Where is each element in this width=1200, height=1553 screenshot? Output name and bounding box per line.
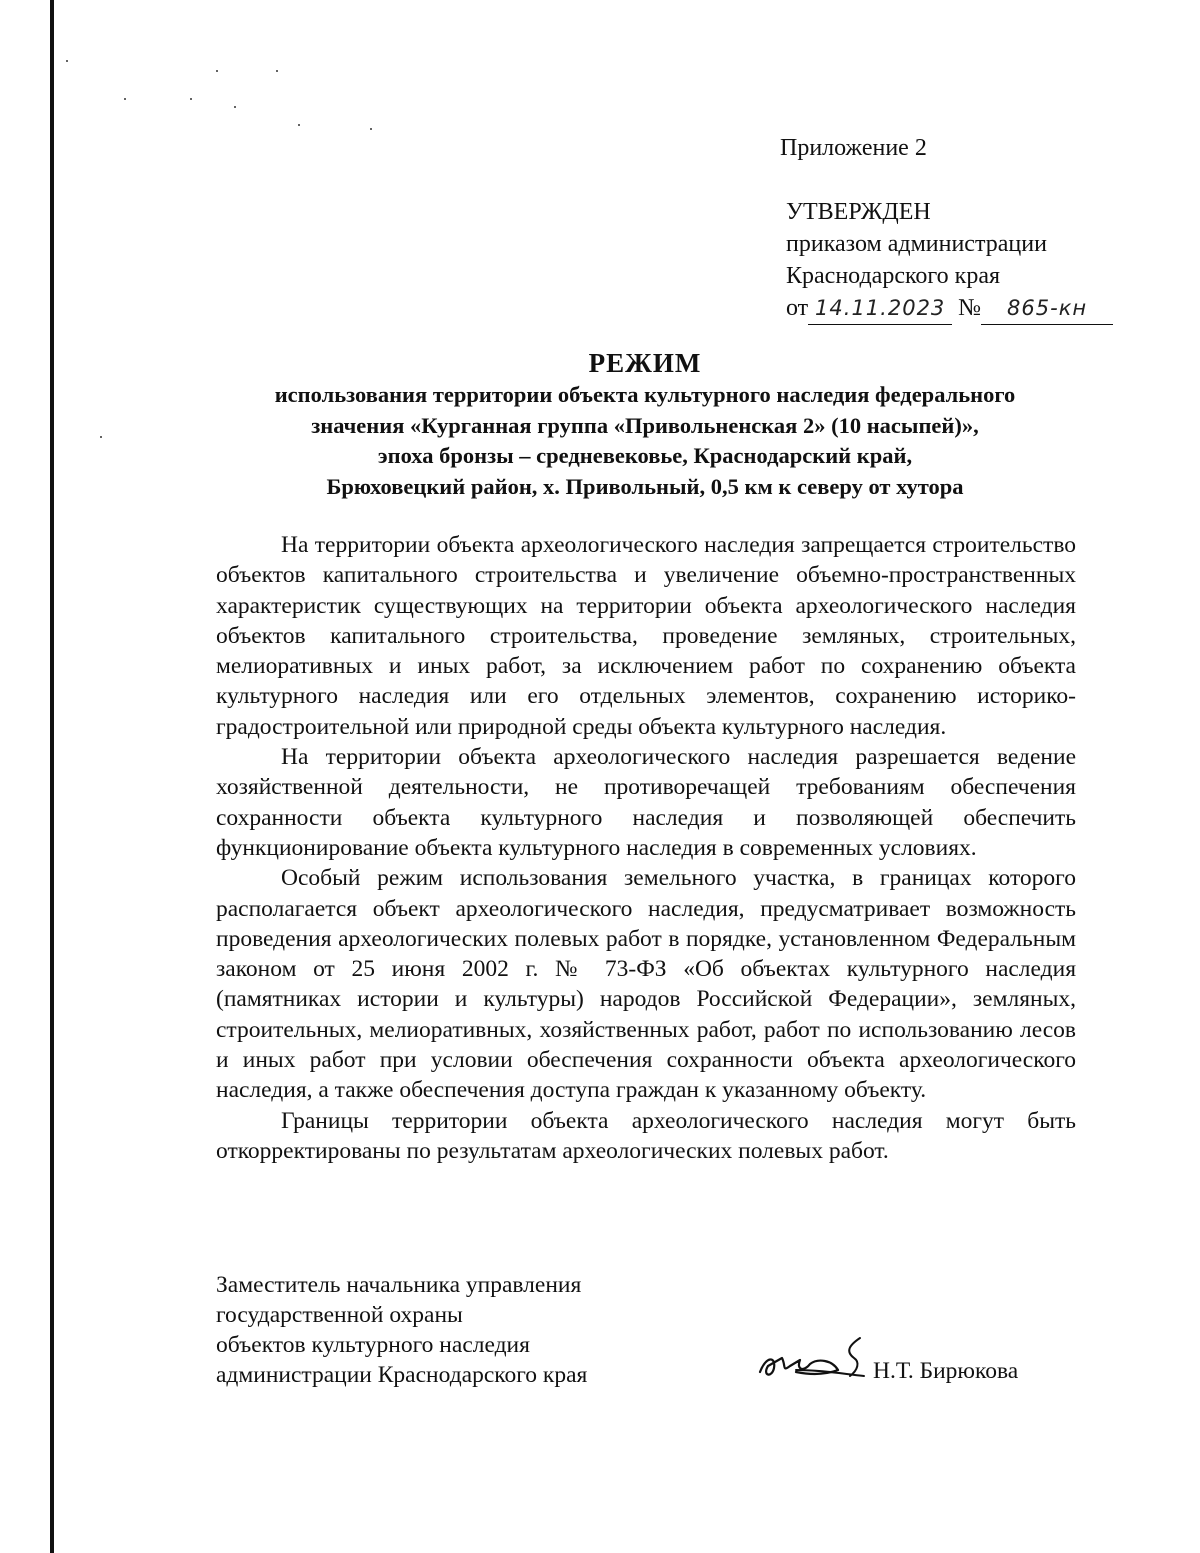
document-title: [150, 346, 1140, 502]
date-prefix: от: [786, 295, 809, 321]
paragraph-prohibitions: На территории объекта археологического наследия запрещается строительство объектов капитального строительства и увеличение объемно-пространственных характеристик существующих на территории объекта археологического наследия объектов капитального строительства, проведение земляных, строительных, мелиоративных и иных работ, за исключением работ по сохранению объекта культурного наследия или его отдельных элементов, сохранению историко-градостроительной или природной среды объекта культурного наследия.: [216, 532, 1076, 740]
handwritten-date: 14.11.2023: [808, 292, 952, 325]
signer-position: [216, 1270, 587, 1390]
signer-name: Н.Т. Бирюкова: [873, 1358, 1019, 1384]
approval-line-2: Краснодарского края: [786, 263, 1001, 289]
approval-block: [786, 196, 1113, 325]
signer-position-line-2: государственной охраны: [216, 1302, 463, 1328]
order-date-number-line: [786, 292, 1113, 325]
title-line-1: использования территории объекта культурного наследия федерального: [274, 382, 1016, 407]
number-prefix: №: [958, 295, 982, 321]
handwritten-signature: [752, 1332, 872, 1392]
paragraph-permitted-activity: На территории объекта археологического наследия разрешается ведение хозяйственной деятельности, не противоречащей требованиям обеспечения сохранности объекта культурного наследия и позволяющей обеспечить функционирование объекта культурного наследия в современных условиях.: [216, 744, 1076, 861]
scan-edge-line: [50, 0, 54, 1553]
document-body: [216, 530, 1076, 1166]
title-line-3: эпоха бронзы – средневековье, Краснодарский край,: [377, 443, 913, 468]
signer-position-line-1: Заместитель начальника управления: [216, 1272, 582, 1298]
paragraph-special-regime: Особый режим использования земельного участка, в границах которого располагается объект археологического наследия, предусматривает возможность проведения археологических полевых работ в порядке, установленном Федеральным законом от 25 июня 2002 г. № 73-ФЗ «Об объектах культурного наследия (памятниках истории и культуры) народов Российской Федерации», земляных, строительных, мелиоративных, хозяйственных работ, работ по использованию лесов и иных работ при условии обеспечения сохранности объекта археологического наследия, а также обеспечения доступа граждан к указанному объекту.: [216, 865, 1076, 1104]
approval-heading: УТВЕРЖДЕН: [786, 199, 931, 225]
handwritten-order-number: 865-кн: [981, 292, 1113, 325]
paragraph-boundaries: Границы территории объекта археологического наследия могут быть откорректированы по результатам археологических полевых работ.: [216, 1107, 1076, 1164]
signer-position-line-3: объектов культурного наследия: [216, 1332, 530, 1358]
annex-label: Приложение 2: [780, 135, 927, 161]
approval-line-1: приказом администрации: [786, 231, 1047, 257]
title-line-4: Брюховецкий район, х. Привольный, 0,5 км к северу от хутора: [326, 473, 964, 499]
signer-position-line-4: администрации Краснодарского края: [216, 1362, 588, 1388]
title-line-2: значения «Курганная группа «Привольненская 2» (10 насыпей)»,: [311, 412, 979, 438]
title-main: РЕЖИМ: [588, 348, 702, 378]
